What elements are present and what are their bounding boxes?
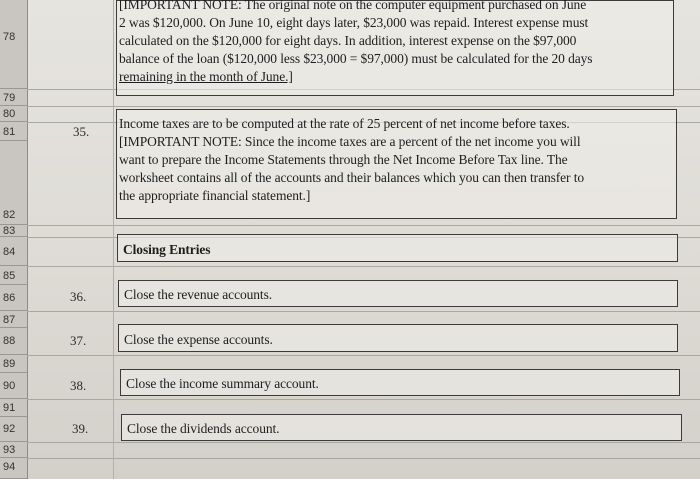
row-number[interactable]: 80 — [0, 106, 27, 122]
grid-line — [27, 225, 700, 226]
note-line: remaining in the month of June.] — [119, 69, 293, 84]
item-35-line: worksheet contains all of the accounts and their balances which you can then transfer to — [119, 170, 585, 185]
item-number: 38. — [70, 378, 87, 393]
item-number: 36. — [70, 289, 87, 304]
item-35-line: the appropriate financial statement.] — [119, 188, 311, 203]
row-number[interactable]: 87 — [0, 311, 27, 328]
row-number[interactable]: 86 — [0, 285, 27, 311]
row-number[interactable]: 92 — [0, 417, 27, 442]
grid-line — [27, 106, 700, 107]
grid-line — [27, 442, 700, 443]
closing-entries-heading: Closing Entries — [123, 242, 211, 257]
row-number[interactable]: 85 — [0, 266, 27, 285]
note-line: 2 was $120,000. On June 10, eight days later, $23,000 was repaid. Interest expense must — [119, 15, 589, 30]
grid-line — [27, 458, 700, 459]
column-divider — [113, 0, 114, 479]
row-number[interactable]: 94 — [0, 458, 27, 479]
grid-line — [27, 355, 700, 356]
item-35-text — [119, 115, 584, 205]
note-line: calculated on the $120,000 for eight days. In addition, interest expense on the $97,000 — [119, 33, 577, 48]
grid-line — [27, 266, 700, 267]
row-number[interactable]: 83 — [0, 225, 27, 237]
row-number[interactable]: 81 — [0, 122, 27, 141]
grid-line — [27, 399, 700, 400]
row-number[interactable]: 82 — [0, 141, 27, 225]
item-36-text: Close the revenue accounts. — [124, 287, 272, 302]
row-number[interactable]: 91 — [0, 399, 27, 417]
item-38-text: Close the income summary account. — [126, 376, 319, 391]
item-37-text: Close the expense accounts. — [124, 332, 273, 347]
row-number[interactable]: 78 — [0, 0, 27, 89]
item-39-text: Close the dividends account. — [127, 421, 280, 436]
item-number: 37. — [70, 333, 87, 348]
item-number: 35. — [73, 124, 90, 139]
row-number[interactable]: 88 — [0, 328, 27, 355]
item-35-line: [IMPORTANT NOTE: Since the income taxes are a percent of the net income you will — [119, 134, 581, 149]
item-number: 39. — [72, 421, 89, 436]
row-number[interactable]: 93 — [0, 442, 27, 458]
row-number[interactable]: 79 — [0, 89, 27, 106]
row-number[interactable]: 89 — [0, 355, 27, 373]
note-line: [IMPORTANT NOTE: The original note on the computer equipment purchased on June — [119, 0, 587, 12]
item-35-line: want to prepare the Income Statements through the Net Income Before Tax line. The — [119, 152, 568, 167]
note-text — [119, 0, 592, 86]
row-header-column — [0, 0, 28, 479]
grid-line — [27, 311, 700, 312]
note-line: balance of the loan ($120,000 less $23,000 = $97,000) must be calculated for the 20 days — [119, 51, 593, 66]
item-35-line: Income taxes are to be computed at the rate of 25 percent of net income before taxes. — [119, 116, 570, 131]
row-number[interactable]: 90 — [0, 373, 27, 399]
row-number[interactable]: 84 — [0, 237, 27, 266]
